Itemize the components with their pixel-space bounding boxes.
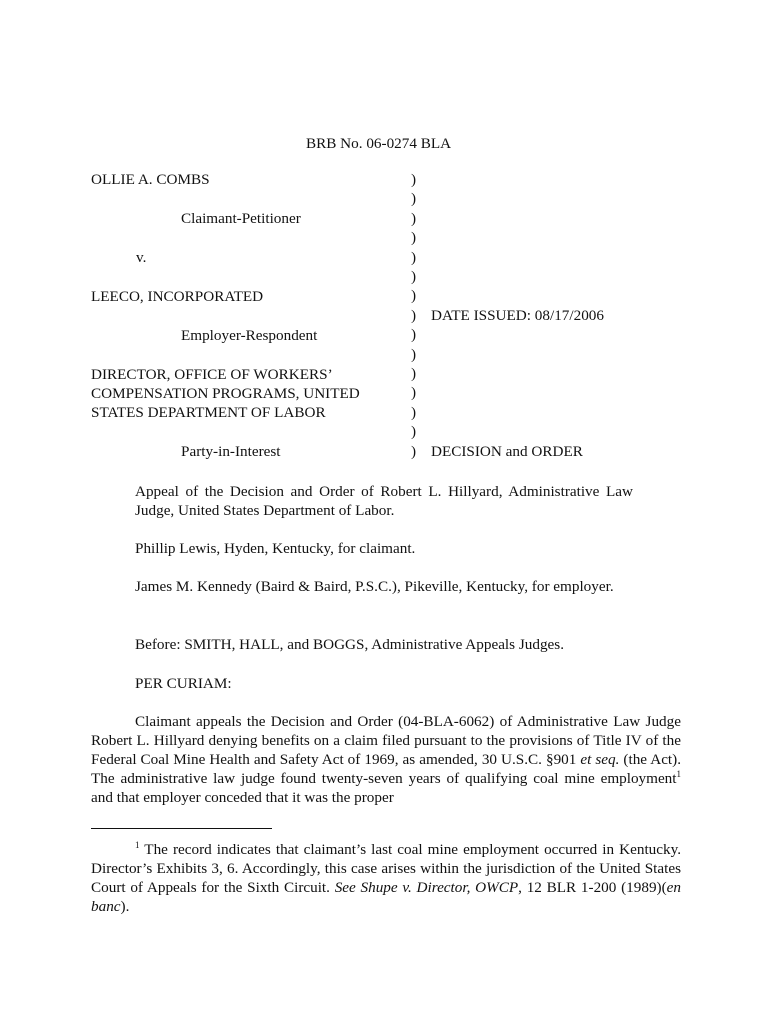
caption-paren: ) bbox=[411, 306, 417, 324]
docket-number: BRB No. 06-0274 BLA bbox=[306, 135, 452, 152]
footnote-ref: 1 bbox=[676, 768, 681, 779]
footnote-text: , 12 BLR 1-200 (1989)( bbox=[518, 879, 667, 896]
caption-paren: ) bbox=[411, 268, 417, 285]
caption-paren: ) bbox=[411, 345, 417, 363]
caption-paren: ) bbox=[411, 248, 417, 266]
footnote-citation: See Shupe v. Director, OWCP bbox=[334, 879, 519, 896]
counsel-claimant: Phillip Lewis, Hyden, Kentucky, for claimant. bbox=[135, 540, 416, 557]
body-text: (the Act). The administrative law judge found twenty-seven years of qualifying coal mine employment bbox=[91, 751, 682, 787]
party-role: Party-in-Interest bbox=[181, 443, 281, 460]
per-curiam-heading: PER CURIAM: bbox=[135, 675, 232, 692]
appeal-paragraph: Appeal of the Decision and Order of Robert L. Hillyard, Administrative Law Judge, United States Department of Labor. bbox=[135, 483, 633, 519]
claimant-name: OLLIE A. COMBS bbox=[91, 171, 210, 188]
footnote-separator bbox=[91, 828, 272, 829]
footnote bbox=[91, 840, 681, 916]
claimant-role: Claimant-Petitioner bbox=[181, 210, 301, 227]
body-text: Claimant appeals the Decision and Order (04-BLA-6062) of Administrative Law Judge Robert L. Hillyard denying benefits on a claim filed pursuant to the provisions of Title IV of the Federal Coal Mine Health and Safety Act of 1969, as amended, 30 U.S.C. §901 bbox=[91, 713, 681, 768]
decision-label: DECISION and ORDER bbox=[431, 443, 583, 460]
footnote-number: 1 bbox=[135, 839, 140, 850]
caption-paren: ) bbox=[411, 229, 417, 247]
before-panel: Before: SMITH, HALL, and BOGGS, Administrative Appeals Judges. bbox=[135, 636, 565, 653]
employer-role: Employer-Respondent bbox=[181, 327, 318, 344]
body-text: and that employer conceded that it was the proper bbox=[91, 789, 394, 806]
caption-paren: ) bbox=[411, 171, 417, 188]
body-et-seq: et seq. bbox=[580, 751, 620, 768]
director-line-3: STATES DEPARTMENT OF LABOR bbox=[91, 404, 326, 421]
caption-paren: ) bbox=[411, 190, 417, 208]
director-line-2: COMPENSATION PROGRAMS, UNITED bbox=[91, 385, 360, 402]
employer-name: LEECO, INCORPORATED bbox=[91, 288, 264, 305]
date-issued: DATE ISSUED: 08/17/2006 bbox=[431, 307, 604, 324]
caption-paren: ) bbox=[411, 403, 417, 421]
footnote-text: The record indicates that claimant’s last coal mine employment occurred in Kentucky. Director’s Exhibits 3, 6. Accordingly, this case arises within the jurisdiction of the United States Court of Appeals for the Sixth Circuit. bbox=[91, 841, 681, 896]
footnote-text: ). bbox=[120, 898, 130, 915]
caption-paren: ) bbox=[411, 209, 417, 227]
caption-paren: ) bbox=[411, 326, 417, 344]
counsel-employer: James M. Kennedy (Baird & Baird, P.S.C.), Pikeville, Kentucky, for employer. bbox=[135, 578, 614, 595]
caption-paren: ) bbox=[411, 423, 417, 441]
caption-paren: ) bbox=[411, 442, 417, 460]
caption-paren: ) bbox=[411, 384, 417, 402]
footnote-en-banc: en banc bbox=[91, 879, 681, 915]
versus: v. bbox=[136, 249, 147, 266]
caption-paren: ) bbox=[411, 365, 417, 382]
body-paragraph bbox=[91, 712, 681, 807]
caption-paren: ) bbox=[411, 287, 417, 305]
director-line-1: DIRECTOR, OFFICE OF WORKERS’ bbox=[91, 366, 333, 383]
